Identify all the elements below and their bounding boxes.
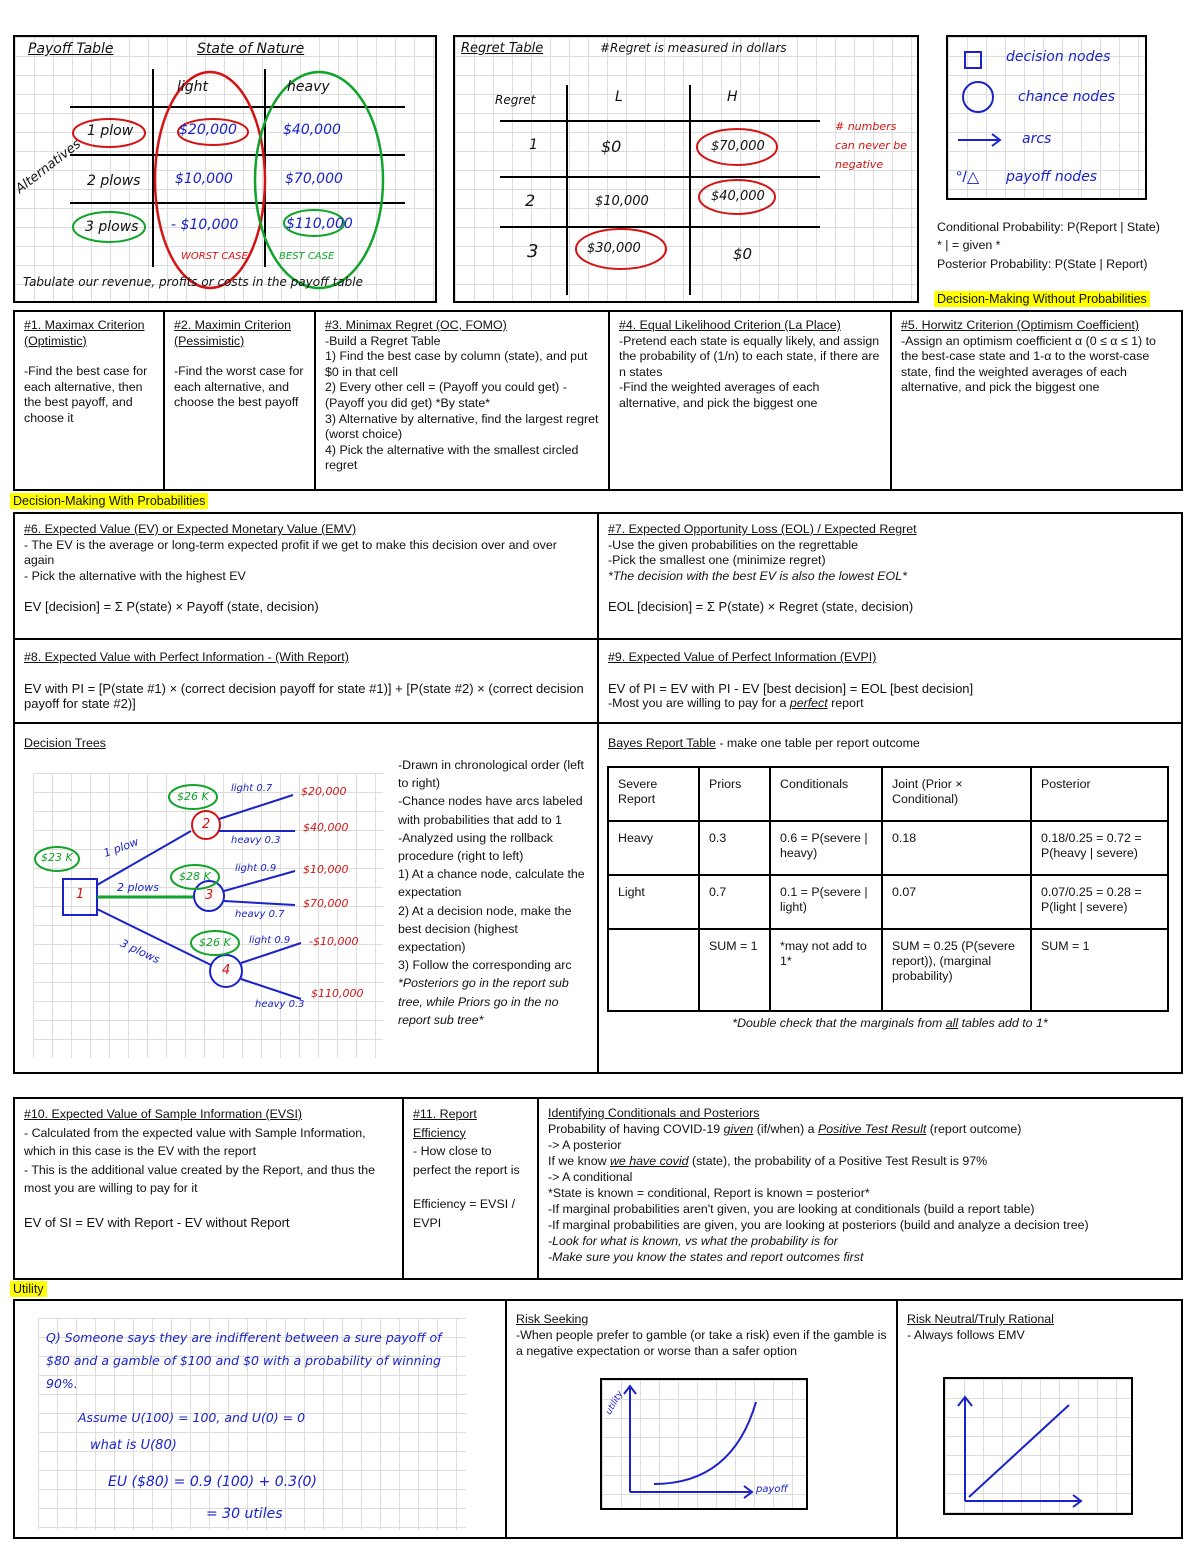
identifying-conditionals-section: [539, 1101, 1183, 1269]
efficiency-title: #11. Report Efficiency: [413, 1107, 477, 1140]
tree-outcome-payoff: $20,000: [301, 785, 347, 798]
table-row: [608, 821, 1168, 875]
table-cell: 0.18/0.25 = 0.72 = P(heavy | severe): [1031, 821, 1168, 875]
table-cell: [608, 929, 699, 1011]
efficiency-line: - How close to perfect the report is: [413, 1144, 520, 1177]
risk-seeking-title: Risk Seeking: [516, 1312, 589, 1326]
eol-line: -Pick the smallest one (minimize regret): [608, 553, 826, 568]
risk-neutral-text: - Always follows EMV: [907, 1328, 1025, 1342]
node-legend-panel: [946, 35, 1147, 200]
utility-question-notes: [38, 1318, 466, 1530]
legend-label: arcs: [1022, 131, 1052, 147]
alternatives-label: Alternatives: [13, 136, 84, 197]
ev-title: #6. Expected Value (EV) or Expected Monetary Value (EMV): [24, 522, 357, 536]
criterion-line: -Pretend each state is equally likely, and assign the probability of (1/n) to each state, if there are n states: [619, 333, 880, 379]
eol-line: -Use the given probabilities on the regrettable: [608, 537, 859, 552]
evwpi-formula: EV with PI = [P(state #1) × (correct decision payoff for state #1)] + [P(state #2) × (correct decision payoff for state #2)]: [24, 680, 584, 712]
regret-cell: $0: [601, 137, 622, 156]
tree-note-line: 1) At a chance node, calculate the expectation: [398, 867, 585, 900]
table-cell: Heavy: [608, 821, 699, 875]
regret-row-label: 3: [527, 241, 539, 262]
payoff-col-heavy: heavy: [287, 79, 330, 95]
table-header-cell: Joint (Prior × Conditional): [882, 767, 1031, 821]
payoff-col-light: light: [177, 79, 209, 95]
block-divider: [13, 638, 1183, 640]
eol-note: *The decision with the best EV is also the lowest EOL*: [608, 568, 907, 583]
criterion-title: #2. Maximin Criterion (Pessimistic): [174, 318, 292, 348]
payoff-row-label: 1 plow: [87, 123, 134, 139]
decision-tree-drawing: [33, 773, 383, 1058]
evpi-section: [599, 646, 1181, 716]
states-of-nature-label: State of Nature: [197, 41, 305, 57]
bayes-report-table: [607, 766, 1169, 1012]
criterion-line: [174, 349, 305, 364]
table-cell: SUM = 0.25 (P(severe report)), (marginal probability): [882, 929, 1031, 1011]
identifying-text: (state), the probability of a Positive Test Result is 97%: [688, 1154, 988, 1168]
tree-outcome-label: light 0.9: [235, 863, 277, 874]
criterion-line: 2) Every other cell = (Payoff you could get) - (Payoff you did get) *By state*: [325, 380, 567, 410]
efficiency-formula: Efficiency = EVSI / EVPI: [413, 1197, 516, 1230]
legend-label: chance nodes: [1018, 89, 1116, 105]
section-header-without-probabilities: Decision-Making Without Probabilities: [934, 291, 1150, 307]
risk-seeking-x-label: payoff: [756, 1484, 788, 1495]
bayes-title: Bayes Report Table: [608, 736, 716, 750]
table-cell: SUM = 1: [1031, 929, 1168, 1011]
criterion-line: 3) Alternative by alternative, find the largest regret (worst choice): [325, 411, 599, 442]
risk-seeking-text: -When people prefer to gamble (or take a risk) even if the gamble is a negative expectation or worse than a safer option: [516, 1328, 887, 1358]
payoff-table-panel: [13, 35, 437, 303]
criterion-line: 1) Find the best case by column (state), and put $0 in that cell: [325, 349, 588, 379]
regret-cell: $30,000: [587, 241, 641, 256]
tree-branch-label: 3 plows: [118, 936, 162, 967]
criterion-line: 4) Pick the alternative with the smallest circled regret: [325, 442, 579, 473]
table-header-cell: Severe Report: [608, 767, 699, 821]
regret-side-note: # numbers can never be negative: [835, 120, 908, 171]
regret-col-l: L: [615, 89, 623, 105]
tree-outcome-payoff: $10,000: [303, 863, 349, 876]
maximin-criterion: [165, 314, 314, 415]
decision-tree-notes: [389, 752, 597, 1033]
table-cell: 0.07: [882, 875, 1031, 929]
table-cell: 0.1 = P(severe | light): [770, 875, 882, 929]
identifying-line: -Make sure you know the states and report outcomes first: [548, 1250, 864, 1264]
criterion-line: -Find the best case for each alternative, then the best payoff, and choose it: [24, 364, 148, 425]
eol-title: #7. Expected Opportunity Loss (EOL) / Expected Regret: [608, 522, 917, 536]
tree-outcome-label: heavy 0.7: [235, 909, 285, 920]
payoff-cell: $40,000: [283, 122, 341, 138]
tree-outcome-label: heavy 0.3: [231, 835, 281, 846]
conditional-probability-definition: Conditional Probability: P(Report | State): [937, 220, 1160, 234]
bayes-subtitle: - make one table per report outcome: [715, 736, 920, 750]
payoff-row-label: 2 plows: [87, 173, 141, 189]
table-header-cell: Conditionals: [770, 767, 882, 821]
identifying-line: *State is known = conditional, Report is known = posterior*: [548, 1186, 870, 1200]
tree-node-value: $28 K: [179, 870, 211, 883]
payoff-cell: $110,000: [286, 216, 353, 232]
criterion-title: #1. Maximax Criterion (Optimistic): [24, 318, 145, 348]
tree-branch-label: 1 plow: [101, 835, 141, 860]
tree-note-line: -Drawn in chronological order (left to right): [398, 758, 584, 791]
tree-outcome-payoff: -$10,000: [309, 935, 359, 948]
identifying-text: (report outcome): [926, 1122, 1022, 1136]
decision-node-icon: [964, 51, 982, 69]
identifying-line: -> A posterior: [548, 1138, 622, 1152]
table-cell: Light: [608, 875, 699, 929]
ev-line: - The EV is the average or long-term expected profit if we get to make this decision over and over again: [24, 537, 557, 568]
report-efficiency-section: [404, 1101, 537, 1236]
chance-node-icon: [962, 81, 994, 113]
utility-question-line: Q) Someone says they are indifferent between a sure payoff of $80 and a gamble of $100 and $0 with a probability of winning 90%.: [46, 1330, 442, 1391]
payoff-cell: $20,000: [179, 122, 237, 138]
regret-cell: $10,000: [595, 194, 649, 209]
regret-table-panel: [453, 35, 919, 303]
table-row: [608, 875, 1168, 929]
tree-branch-label: 2 plows: [117, 881, 159, 894]
tree-chance-node: 3: [205, 888, 214, 903]
equal-likelihood-criterion: [610, 314, 890, 416]
tree-chance-node: 4: [222, 963, 231, 978]
identifying-emphasis: Positive Test Result: [817, 1122, 927, 1136]
identifying-line: [548, 1153, 1174, 1169]
regret-header: Regret: [495, 93, 536, 107]
regret-col-h: H: [727, 89, 738, 105]
expected-utility-equation: EU ($80) = 0.9 (100) + 0.3(0): [108, 1474, 317, 1490]
bayes-footnote: [599, 1016, 1181, 1030]
ev-line: - Pick the alternative with the highest EV: [24, 568, 246, 583]
identifying-text: If we know: [548, 1154, 610, 1168]
evsi-line: - This is the additional value created by the Report, and thus the most you are willing to pay for it: [24, 1162, 376, 1195]
payoff-row-label: 3 plows: [85, 219, 139, 235]
identifying-line: -Look for what is known, vs what the probability is for: [548, 1234, 838, 1248]
best-case-label: BEST CASE: [279, 251, 335, 262]
tree-chance-node: 2: [202, 817, 211, 832]
tree-note-line: 2) At a decision node, make the best decision (highest expectation): [398, 903, 572, 955]
identifying-line: -If marginal probabilities are given, you are looking at posteriors (build and analyze a decision tree): [548, 1218, 1089, 1232]
payoff-table-title: Payoff Table: [28, 41, 114, 57]
tree-note-line: -Chance nodes have arcs labeled with probabilities that add to 1: [398, 794, 583, 827]
table-cell: 0.18: [882, 821, 1031, 875]
table-row: [608, 767, 1168, 821]
ev-formula: EV [decision] = Σ P(state) × Payoff (state, decision): [24, 599, 319, 615]
risk-neutral-title: Risk Neutral/Truly Rational: [907, 1312, 1054, 1326]
root-decision-node: 1: [76, 887, 85, 902]
regret-measure-note: #Regret is measured in dollars: [600, 41, 787, 55]
criterion-title: #5. Horwitz Criterion (Optimism Coefficient): [901, 318, 1140, 332]
identifying-emphasis: given: [723, 1122, 754, 1136]
bayes-footnote-text: *Double check that the marginals from: [732, 1016, 946, 1030]
identifying-text: Probability of having COVID-19: [548, 1122, 724, 1136]
evpi-note-text: report: [827, 696, 864, 711]
section-header-with-probabilities: Decision-Making With Probabilities: [10, 493, 208, 509]
utility-result: = 30 utiles: [206, 1506, 283, 1522]
decision-trees-title: Decision Trees: [24, 736, 106, 750]
evsi-line: - Calculated from the expected value with Sample Information, which in this case is the EV with the report: [24, 1125, 366, 1158]
table-cell: SUM = 1: [699, 929, 770, 1011]
criterion-line: -Build a Regret Table: [325, 333, 441, 348]
regret-row-label: 2: [525, 191, 536, 210]
risk-neutral-line-chart: [943, 1377, 1133, 1515]
worst-case-label: WORST CASE: [181, 251, 248, 262]
criterion-title: #3. Minimax Regret (OC, FOMO): [325, 318, 507, 332]
legend-label: decision nodes: [1006, 49, 1111, 65]
posterior-probability-definition: Posterior Probability: P(State | Report): [937, 257, 1148, 271]
table-cell: 0.7: [699, 875, 770, 929]
identifying-text: (if/when) a: [753, 1122, 818, 1136]
minimax-regret-criterion: [316, 314, 608, 478]
expected-opportunity-loss-section: [599, 518, 1181, 619]
regret-table-title: Regret Table: [461, 41, 544, 56]
identifying-emphasis: we have covid: [609, 1154, 689, 1168]
regret-cell: $40,000: [711, 189, 765, 204]
table-cell: 0.07/0.25 = 0.28 = P(light | severe): [1031, 875, 1168, 929]
identifying-line: [548, 1121, 1174, 1137]
payoff-cell: $70,000: [285, 171, 343, 187]
criterion-line: -Find the worst case for each alternative, and choose the best payoff: [174, 364, 304, 410]
tree-outcome-label: light 0.7: [231, 783, 273, 794]
expected-value-section: [15, 518, 597, 619]
payoff-node-icon: °/△: [956, 169, 980, 186]
criterion-title: #4. Equal Likelihood Criterion (La Place): [619, 318, 841, 332]
utility-question-line: Assume U(100) = 100, and U(0) = 0: [78, 1410, 306, 1425]
identifying-line: -If marginal probabilities aren't given, you are looking at conditionals (build a report table): [548, 1202, 1035, 1216]
evpi-note-emphasis: perfect: [789, 696, 828, 711]
payoff-cell: $10,000: [175, 171, 233, 187]
risk-neutral-section: [898, 1307, 1183, 1347]
tree-outcome-label: light 0.9: [249, 935, 291, 946]
table-cell: *may not add to 1*: [770, 929, 882, 1011]
tree-note-italic: *Posteriors go in the report sub tree, while Priors go in the no report sub tree*: [398, 976, 569, 1027]
risk-seeking-curve-chart: [600, 1378, 808, 1510]
criterion-line: -Assign an optimism coefficient α (0 ≤ α ≤ 1) to the best-case state and 1-α to the worst-case state, find the weighted averages of each alternative, and pick the biggest one: [901, 333, 1156, 395]
bayes-footnote-emphasis: all: [945, 1016, 959, 1030]
criterion-line: -Find the weighted averages of each alternative, and pick the biggest one: [619, 380, 820, 410]
bayes-footnote-text: tables add to 1*: [958, 1016, 1048, 1030]
tree-outcome-payoff: $40,000: [303, 821, 349, 834]
identifying-title: Identifying Conditionals and Posteriors: [548, 1106, 760, 1120]
evwpi-title: #8. Expected Value with Perfect Information - (With Report): [24, 650, 349, 664]
utility-question-line: what is U(80): [90, 1438, 177, 1453]
tree-note-line: 3) Follow the corresponding arc: [398, 958, 572, 973]
payoff-cell: - $10,000: [171, 217, 239, 233]
tree-outcome-payoff: $70,000: [303, 897, 349, 910]
identifying-line: -> A conditional: [548, 1170, 633, 1184]
payoff-table-footer: Tabulate our revenue, profits or costs in the payoff table: [23, 275, 363, 289]
section-header-utility: Utility: [10, 1281, 47, 1297]
tree-node-value: $23 K: [41, 851, 73, 864]
block-divider: [13, 722, 1183, 724]
tree-node-value: $26 K: [177, 790, 209, 803]
eol-formula: EOL [decision] = Σ P(state) × Regret (state, decision): [608, 599, 914, 615]
evpi-formula: EV of PI = EV with PI - EV [best decision] = EOL [best decision]: [608, 680, 974, 696]
horwitz-criterion: [892, 314, 1182, 400]
regret-row-label: 1: [529, 137, 538, 153]
evsi-title: #10. Expected Value of Sample Information (EVSI): [24, 1107, 303, 1121]
maximax-criterion: [15, 314, 163, 431]
table-cell: 0.6 = P(severe | heavy): [770, 821, 882, 875]
table-row: [608, 929, 1168, 1011]
evpi-title: #9. Expected Value of Perfect Information (EVPI): [608, 650, 877, 664]
evpi-note: [608, 696, 1172, 712]
table-cell: 0.3: [699, 821, 770, 875]
risk-seeking-section: [507, 1307, 896, 1363]
table-header-cell: Posterior: [1031, 767, 1168, 821]
risk-seeking-y-label: utility: [604, 1389, 626, 1417]
criterion-line: [24, 349, 154, 364]
regret-cell: $70,000: [711, 139, 765, 154]
tree-node-value: $26 K: [199, 936, 231, 949]
evpi-note-text: -Most you are willing to pay for a: [608, 696, 790, 711]
ev-perfect-information-section: [15, 646, 597, 716]
bayes-title-line: [599, 732, 1179, 756]
regret-cell: $0: [733, 245, 753, 263]
arc-arrow-icon: [956, 130, 1006, 150]
tree-outcome-label: heavy 0.3: [255, 999, 305, 1010]
table-header-cell: Priors: [699, 767, 770, 821]
tree-outcome-payoff: $110,000: [311, 987, 364, 1000]
evsi-section: [15, 1101, 402, 1236]
tree-note-line: -Analyzed using the rollback procedure (right to left): [398, 830, 553, 864]
given-definition: * | = given *: [937, 238, 1001, 252]
legend-label: payoff nodes: [1006, 169, 1098, 185]
evsi-formula: EV of SI = EV with Report - EV without Report: [24, 1214, 290, 1230]
